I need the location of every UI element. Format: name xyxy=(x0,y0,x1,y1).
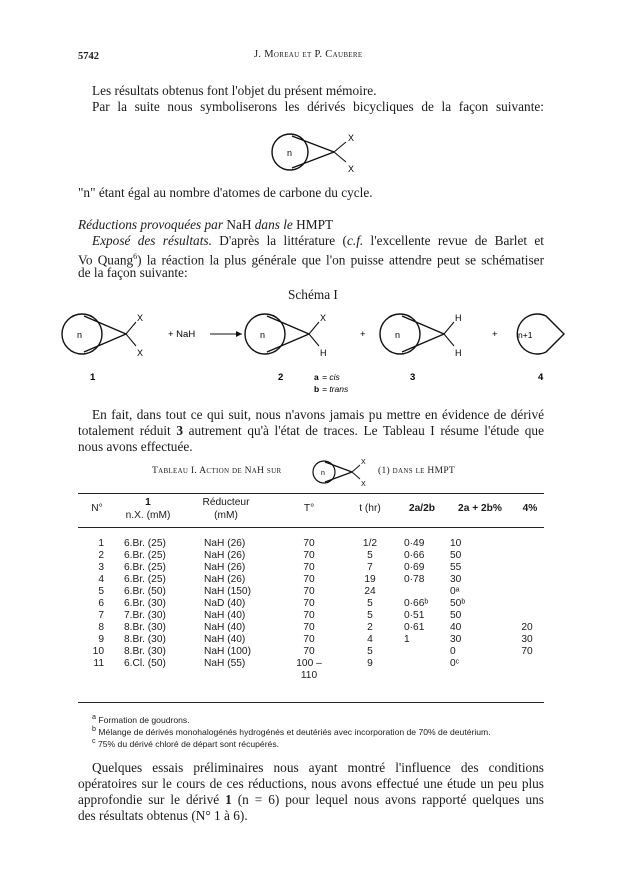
cell-temp: 70 xyxy=(303,550,315,561)
cell-yield-4: 30 xyxy=(521,634,533,645)
svg-text:n: n xyxy=(395,330,401,340)
cell-time: 5 xyxy=(367,550,373,561)
bicyclic-symbol xyxy=(270,128,360,178)
svg-text:a: a xyxy=(314,372,319,382)
cell-yield-2: 0 xyxy=(450,646,456,657)
svg-text:b: b xyxy=(314,384,320,394)
cell-no: 8 xyxy=(98,622,104,633)
cell-reducer: NaH (150) xyxy=(204,586,251,597)
svg-text:X: X xyxy=(137,348,144,358)
table-caption-structure xyxy=(312,455,372,491)
cell-reducer: NaH (40) xyxy=(204,622,246,633)
cell-yield-4: 20 xyxy=(521,622,533,633)
section-para-line-1: Exposé des résultats. D'après la littérature (c.f. l'excellente revue de Barlet et xyxy=(92,233,544,248)
running-head: J. Moreau et P. Caubere xyxy=(254,49,363,60)
closing-line-2: opératoires sur le cours de ces réductions, nous avons effectué une étude un peu plus xyxy=(78,776,544,791)
svg-text:+: + xyxy=(360,329,366,340)
page-number: 5742 xyxy=(78,51,99,62)
svg-text:H: H xyxy=(455,313,462,323)
cell-yield-2: 50 xyxy=(450,550,462,561)
compound-3-structure xyxy=(380,313,462,358)
cell-time: 5 xyxy=(367,598,373,609)
cell-no: 9 xyxy=(98,634,104,645)
svg-text:n: n xyxy=(321,470,325,477)
cell-time: 19 xyxy=(364,574,376,585)
cell-reducer: NaH (55) xyxy=(204,658,246,669)
compound-4-structure xyxy=(517,314,564,354)
cell-yield-2: 30 xyxy=(450,574,462,585)
cell-yield-4: 70 xyxy=(521,646,533,657)
closing-line-1: Quelques essais préliminaires nous ayant montré l'influence des conditions xyxy=(92,760,544,775)
cell-ratio: 0·66ᵇ xyxy=(404,598,429,609)
cell-substrate: 6.Br. (50) xyxy=(124,586,166,597)
cell-no: 1 xyxy=(98,538,104,549)
svg-text:2: 2 xyxy=(278,372,284,383)
th-substrate-top: 1 xyxy=(145,497,151,508)
th-temp: T° xyxy=(303,503,315,514)
table-caption-a: Tableau I. Action de NaH sur xyxy=(152,466,282,476)
footnote-a: $^a$ Formation de goudrons. xyxy=(92,713,190,725)
cell-yield-2: 0ᶜ xyxy=(450,658,460,669)
table-top-rule xyxy=(78,493,544,494)
scheme-reaction xyxy=(60,300,570,400)
cell-reducer: NaH (40) xyxy=(204,610,246,621)
svg-text:= cis: = cis xyxy=(322,372,340,382)
table-bottom-rule xyxy=(78,702,544,703)
svg-text:H: H xyxy=(320,348,327,358)
cell-temp: 70 xyxy=(303,622,315,633)
cell-time: 2 xyxy=(367,622,373,633)
body-line-1: En fait, dans tout ce qui suit, nous n'avons jamais pu mettre en évidence de dérivé xyxy=(92,407,544,422)
cell-no: 7 xyxy=(98,610,104,621)
cell-reducer: NaH (26) xyxy=(204,538,246,549)
svg-text:4: 4 xyxy=(538,372,544,383)
closing-line-4: des résultats obtenus (N° 1 à 6). xyxy=(78,808,248,823)
svg-text:n: n xyxy=(77,330,83,340)
intro-line-2: Par la suite nous symboliserons les dérivés bicycliques de la façon suivante: xyxy=(92,99,544,114)
cell-temp: 70 xyxy=(303,574,315,585)
cell-yield-2: 10 xyxy=(450,538,462,549)
cell-reducer: NaH (26) xyxy=(204,562,246,573)
cell-no: 6 xyxy=(98,598,104,609)
cell-time: 9 xyxy=(367,658,373,669)
th-reducer-top: Réducteur xyxy=(202,497,250,508)
section-para-line-2: Vo Quang$^6$) la réaction la plus générale que l'on puisse attendre peut se schématiser xyxy=(78,252,544,268)
cell-reducer: NaH (26) xyxy=(204,550,246,561)
footnote-b: $^b$ Mélange de dérivés monohalogénés hydrogénés et deutériés avec incorporation de 70% de deutérium. xyxy=(92,725,491,737)
cell-ratio: 0·49 xyxy=(404,538,425,549)
cell-no: 4 xyxy=(98,574,104,585)
cell-temp: 70 xyxy=(303,634,315,645)
th-reducer-bottom: (mM) xyxy=(214,510,238,521)
cell-substrate: 6.Br. (25) xyxy=(124,574,166,585)
compound-2-structure xyxy=(245,313,327,358)
cell-temp: 70 xyxy=(303,538,315,549)
cell-substrate: 6.Br. (30) xyxy=(124,598,166,609)
cell-reducer: NaH (100) xyxy=(204,646,251,657)
th-yield-2: 2a + 2b% xyxy=(458,503,502,514)
svg-text:X: X xyxy=(348,164,355,174)
scheme-title: Schéma I xyxy=(288,287,338,302)
cell-substrate: 8.Br. (30) xyxy=(124,646,166,657)
intro-line-3: "n" étant égal au nombre d'atomes de carbone du cycle. xyxy=(78,185,373,200)
cell-time: 1/2 xyxy=(362,538,378,549)
svg-text:H: H xyxy=(455,348,462,358)
table-header-rule xyxy=(78,527,544,528)
cell-temp: 70 xyxy=(303,646,315,657)
cell-temp: 70 xyxy=(303,562,315,573)
cell-yield-2: 55 xyxy=(450,562,462,573)
cell-substrate: 6.Br. (25) xyxy=(124,562,166,573)
svg-text:X: X xyxy=(348,133,355,143)
cell-temp: 70 xyxy=(303,586,315,597)
cell-time: 7 xyxy=(367,562,373,573)
cell-reducer: NaD (40) xyxy=(204,598,246,609)
svg-text:+ NaH: + NaH xyxy=(168,329,196,340)
cell-ratio: 0·66 xyxy=(404,550,425,561)
cell-substrate: 6.Br. (25) xyxy=(124,538,166,549)
compound-1-structure xyxy=(62,313,143,358)
cell-ratio: 0·69 xyxy=(404,562,425,573)
cell-time: 5 xyxy=(367,646,373,657)
body-line-3: nous avons effectuée. xyxy=(78,439,193,454)
svg-text:X: X xyxy=(361,481,366,488)
cell-ratio: 0·61 xyxy=(404,622,425,633)
cell-substrate: 6.Br. (25) xyxy=(124,550,166,561)
svg-text:n+1: n+1 xyxy=(518,330,533,340)
cell-temp-continuation: 110 xyxy=(300,670,318,681)
section-para-line-3: de la façon suivante: xyxy=(78,265,188,280)
th-substrate-bottom: n.X. (mM) xyxy=(125,510,171,521)
cell-temp: 70 xyxy=(303,610,315,621)
cell-temp: 70 xyxy=(303,598,315,609)
cell-ratio: 1 xyxy=(404,634,410,645)
cell-ratio: 0·78 xyxy=(404,574,425,585)
th-no: N° xyxy=(91,503,103,514)
cell-yield-2: 50ᵇ xyxy=(450,598,466,609)
cell-no: 3 xyxy=(98,562,104,573)
cell-substrate: 6.Cl. (50) xyxy=(124,658,166,669)
svg-text:+: + xyxy=(492,329,498,340)
svg-text:1: 1 xyxy=(90,372,96,383)
intro-line-1: Les résultats obtenus font l'objet du présent mémoire. xyxy=(92,83,377,98)
cell-yield-2: 40 xyxy=(450,622,462,633)
body-line-2: totalement réduit 3 autrement qu'à l'état de traces. Le Tableau I résume l'étude que xyxy=(78,423,544,438)
th-yield-4: 4% xyxy=(522,503,538,514)
cell-time: 5 xyxy=(367,610,373,621)
cell-time: 24 xyxy=(364,586,376,597)
cell-reducer: NaH (40) xyxy=(204,634,246,645)
footnote-c: $^c$ 75% du dérivé chloré de départ sont récupérés. xyxy=(92,737,280,749)
cell-yield-2: 30 xyxy=(450,634,462,645)
cell-yield-2: 0ᵃ xyxy=(450,586,460,597)
section-heading: Réductions provoquées par NaH dans le HMPT xyxy=(78,217,334,232)
cell-temp: 100 – xyxy=(296,658,322,669)
cell-ratio: 0·51 xyxy=(404,610,425,621)
svg-text:= trans: = trans xyxy=(322,384,349,394)
table-caption-b: (1) dans le HMPT xyxy=(378,466,456,476)
cell-substrate: 8.Br. (30) xyxy=(124,622,166,633)
svg-text:3: 3 xyxy=(410,372,416,383)
cell-no: 11 xyxy=(93,658,104,669)
cell-time: 4 xyxy=(367,634,373,645)
svg-text:n: n xyxy=(287,148,293,158)
cell-no: 5 xyxy=(98,586,104,597)
svg-text:X: X xyxy=(361,459,366,466)
svg-text:X: X xyxy=(320,313,327,323)
cell-no: 10 xyxy=(92,646,104,657)
closing-line-3: approfondie sur le dérivé 1 (n = 6) pour lequel nous avons rapporté quelques uns xyxy=(78,792,544,807)
svg-text:n: n xyxy=(260,330,266,340)
cell-yield-2: 50 xyxy=(450,610,462,621)
cell-substrate: 7.Br. (30) xyxy=(124,610,166,621)
th-time: t (hr) xyxy=(359,503,381,514)
cell-substrate: 8.Br. (30) xyxy=(124,634,166,645)
svg-text:X: X xyxy=(137,313,144,323)
th-ratio: 2a/2b xyxy=(408,503,436,514)
cell-reducer: NaH (26) xyxy=(204,574,246,585)
cell-no: 2 xyxy=(98,550,104,561)
